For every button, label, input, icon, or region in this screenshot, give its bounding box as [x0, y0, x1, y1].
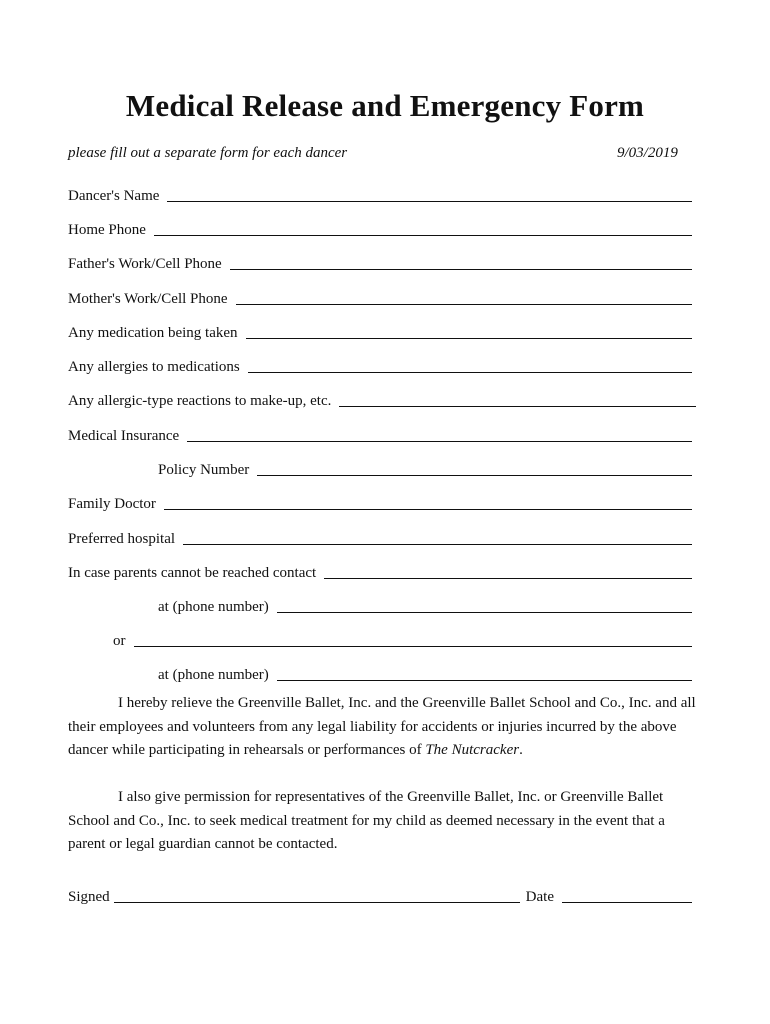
- medication-line[interactable]: [246, 322, 692, 339]
- nutcracker-title: The Nutcracker: [425, 742, 520, 758]
- contact-phone-2-line[interactable]: [277, 664, 692, 681]
- emergency-contact-field: [68, 560, 692, 582]
- contact-phone-1-label: at (phone number): [158, 599, 269, 615]
- home-phone-field: [68, 217, 692, 239]
- preferred-hospital-label: Preferred hospital: [68, 531, 176, 547]
- med-allergies-line[interactable]: [248, 356, 692, 373]
- medical-insurance-label: Medical Insurance: [68, 428, 180, 444]
- liability-release-text: I hereby relieve the Greenville Ballet, Inc. and the Greenville Ballet School and Co., Inc. and all their employees and volunteers from any legal liability for accidents or injuries incurred by the above dancer while participating in rehearsals or performances of: [68, 695, 696, 758]
- signature-row: [68, 884, 692, 906]
- medication-label: Any medication being taken: [68, 325, 238, 341]
- family-doctor-label: Family Doctor: [68, 496, 156, 512]
- makeup-reactions-line[interactable]: [339, 390, 696, 407]
- medical-insurance-field: [68, 423, 692, 445]
- emergency-contact-line[interactable]: [324, 562, 692, 579]
- contact-phone-1-line[interactable]: [277, 596, 692, 613]
- preferred-hospital-field: [68, 526, 692, 548]
- contact-phone-2-field: [158, 662, 692, 684]
- signature-date-label: Date: [525, 889, 554, 905]
- treatment-permission-paragraph: [68, 786, 700, 857]
- policy-number-line[interactable]: [257, 459, 692, 476]
- dancer-name-label: Dancer's Name: [68, 188, 160, 204]
- liability-release-end: .: [519, 742, 523, 758]
- preferred-hospital-line[interactable]: [183, 528, 692, 545]
- form-instruction: please fill out a separate form for each dancer: [68, 145, 348, 161]
- or-label: or: [113, 633, 126, 649]
- mother-phone-field: [68, 286, 692, 308]
- mother-phone-label: Mother's Work/Cell Phone: [68, 291, 228, 307]
- signature-date-line[interactable]: [562, 886, 692, 903]
- father-phone-label: Father's Work/Cell Phone: [68, 256, 222, 272]
- policy-number-label: Policy Number: [158, 462, 250, 478]
- liability-release-paragraph: [68, 692, 700, 763]
- emergency-contact-label: In case parents cannot be reached contact: [68, 565, 317, 581]
- home-phone-label: Home Phone: [68, 222, 146, 238]
- signature-line[interactable]: [114, 886, 520, 903]
- alternate-contact-line[interactable]: [134, 630, 693, 647]
- father-phone-field: [68, 251, 692, 273]
- signed-label: Signed: [68, 889, 110, 905]
- med-allergies-label: Any allergies to medications: [68, 359, 240, 375]
- dancer-name-field: [68, 183, 692, 205]
- family-doctor-line[interactable]: [164, 493, 692, 510]
- makeup-reactions-label: Any allergic-type reactions to make-up, etc.: [68, 393, 332, 409]
- makeup-reactions-field: [68, 388, 696, 410]
- contact-phone-2-label: at (phone number): [158, 667, 269, 683]
- medical-insurance-line[interactable]: [187, 425, 692, 442]
- dancer-name-line[interactable]: [167, 185, 692, 202]
- form-title: Medical Release and Emergency Form: [125, 88, 645, 123]
- alternate-contact-field: [113, 628, 692, 650]
- med-allergies-field: [68, 354, 692, 376]
- treatment-permission-text: I also give permission for representatives of the Greenville Ballet, Inc. or Greenville Ballet School and Co., Inc. to seek medical treatment for my child as deemed necessary in the event that a parent or legal guardian cannot be contacted.: [68, 789, 665, 852]
- medication-field: [68, 320, 692, 342]
- father-phone-line[interactable]: [230, 253, 692, 270]
- form-date: 9/03/2019: [617, 145, 678, 161]
- policy-number-field: [158, 457, 692, 479]
- family-doctor-field: [68, 491, 692, 513]
- contact-phone-1-field: [158, 594, 692, 616]
- home-phone-line[interactable]: [154, 219, 692, 236]
- mother-phone-line[interactable]: [236, 288, 692, 305]
